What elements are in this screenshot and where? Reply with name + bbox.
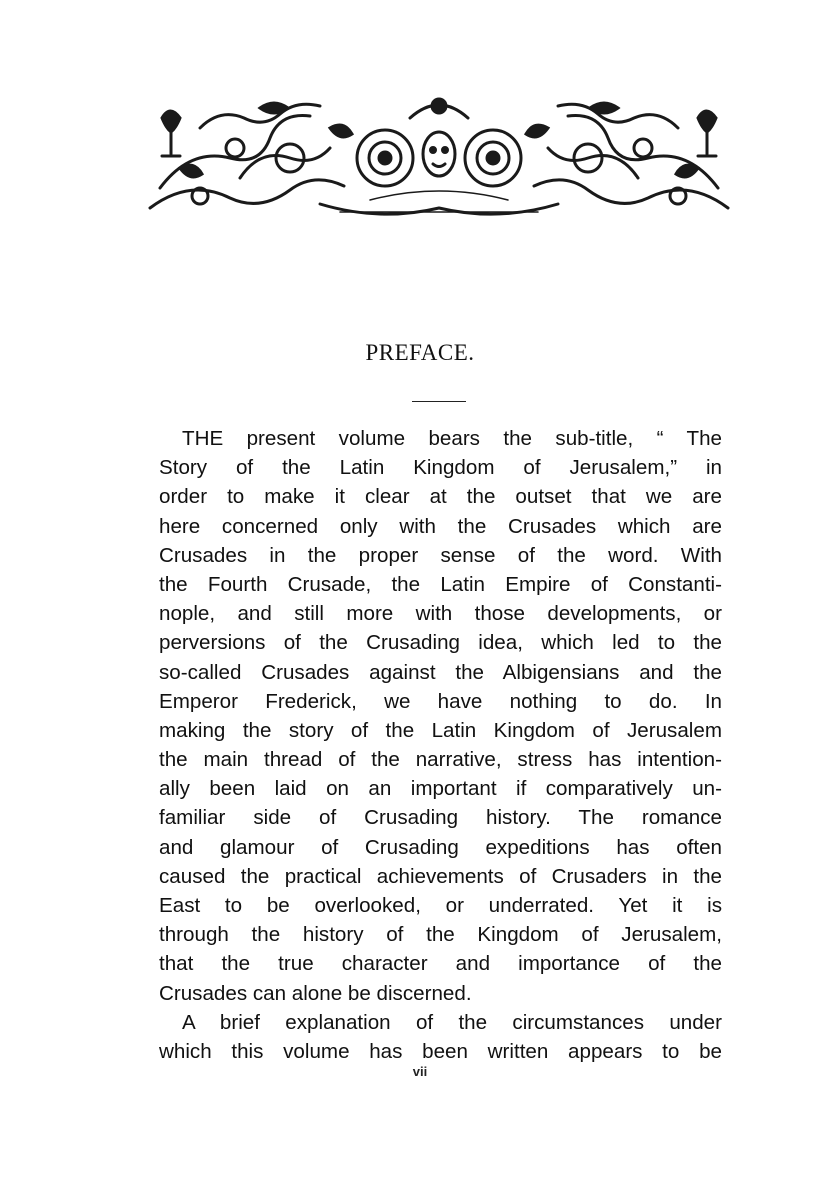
text-line: Crusades can alone be discerned. xyxy=(159,981,472,1005)
text-line: through the history of the Kingdom of Jerusalem, xyxy=(159,923,722,947)
text-line: order to make it clear at the outset that we are xyxy=(159,485,722,509)
text-line: so-called Crusades against the Albigensians and the xyxy=(159,660,722,684)
text-line: caused the practical achievements of Crusaders in the xyxy=(159,864,722,888)
text-line: which this volume has been written appears to be xyxy=(159,1039,722,1063)
preface-body xyxy=(159,424,722,1066)
text-line: the main thread of the narrative, stress has intention- xyxy=(159,748,722,772)
text-line: Emperor Frederick, we have nothing to do. In xyxy=(159,689,722,713)
text-line: the Fourth Crusade, the Latin Empire of Constanti- xyxy=(159,572,722,596)
text-line: that the true character and importance of the xyxy=(159,952,722,976)
text-line: Crusades in the proper sense of the word. With xyxy=(159,543,722,567)
text-line: East to be overlooked, or underrated. Yet it is xyxy=(159,894,722,917)
text-line: nople, and still more with those developments, or xyxy=(159,602,722,626)
text-line: ally been laid on an important if comparatively un- xyxy=(159,777,722,801)
text-line: Story of the Latin Kingdom of Jerusalem,” in xyxy=(159,456,722,480)
title-divider xyxy=(412,401,466,402)
text-line: here concerned only with the Crusades which are xyxy=(159,514,722,538)
ornamental-headpiece-icon xyxy=(140,88,738,222)
drop-lead-word: THE xyxy=(182,427,224,450)
ornamental-headpiece xyxy=(140,88,738,222)
page-number: vii xyxy=(412,1064,428,1079)
page-title: PREFACE. xyxy=(365,340,475,365)
text-line: making the story of the Latin Kingdom of Jerusalem xyxy=(159,718,722,742)
text-line: familiar side of Crusading history. The romance xyxy=(159,806,722,830)
text-line: and glamour of Crusading expeditions has often xyxy=(159,835,722,859)
text-line: perversions of the Crusading idea, which led to the xyxy=(159,631,722,655)
text-line: A brief explanation of the circumstances under xyxy=(182,1010,722,1034)
text-line: THE present volume bears the sub-title, “ The xyxy=(182,427,722,450)
